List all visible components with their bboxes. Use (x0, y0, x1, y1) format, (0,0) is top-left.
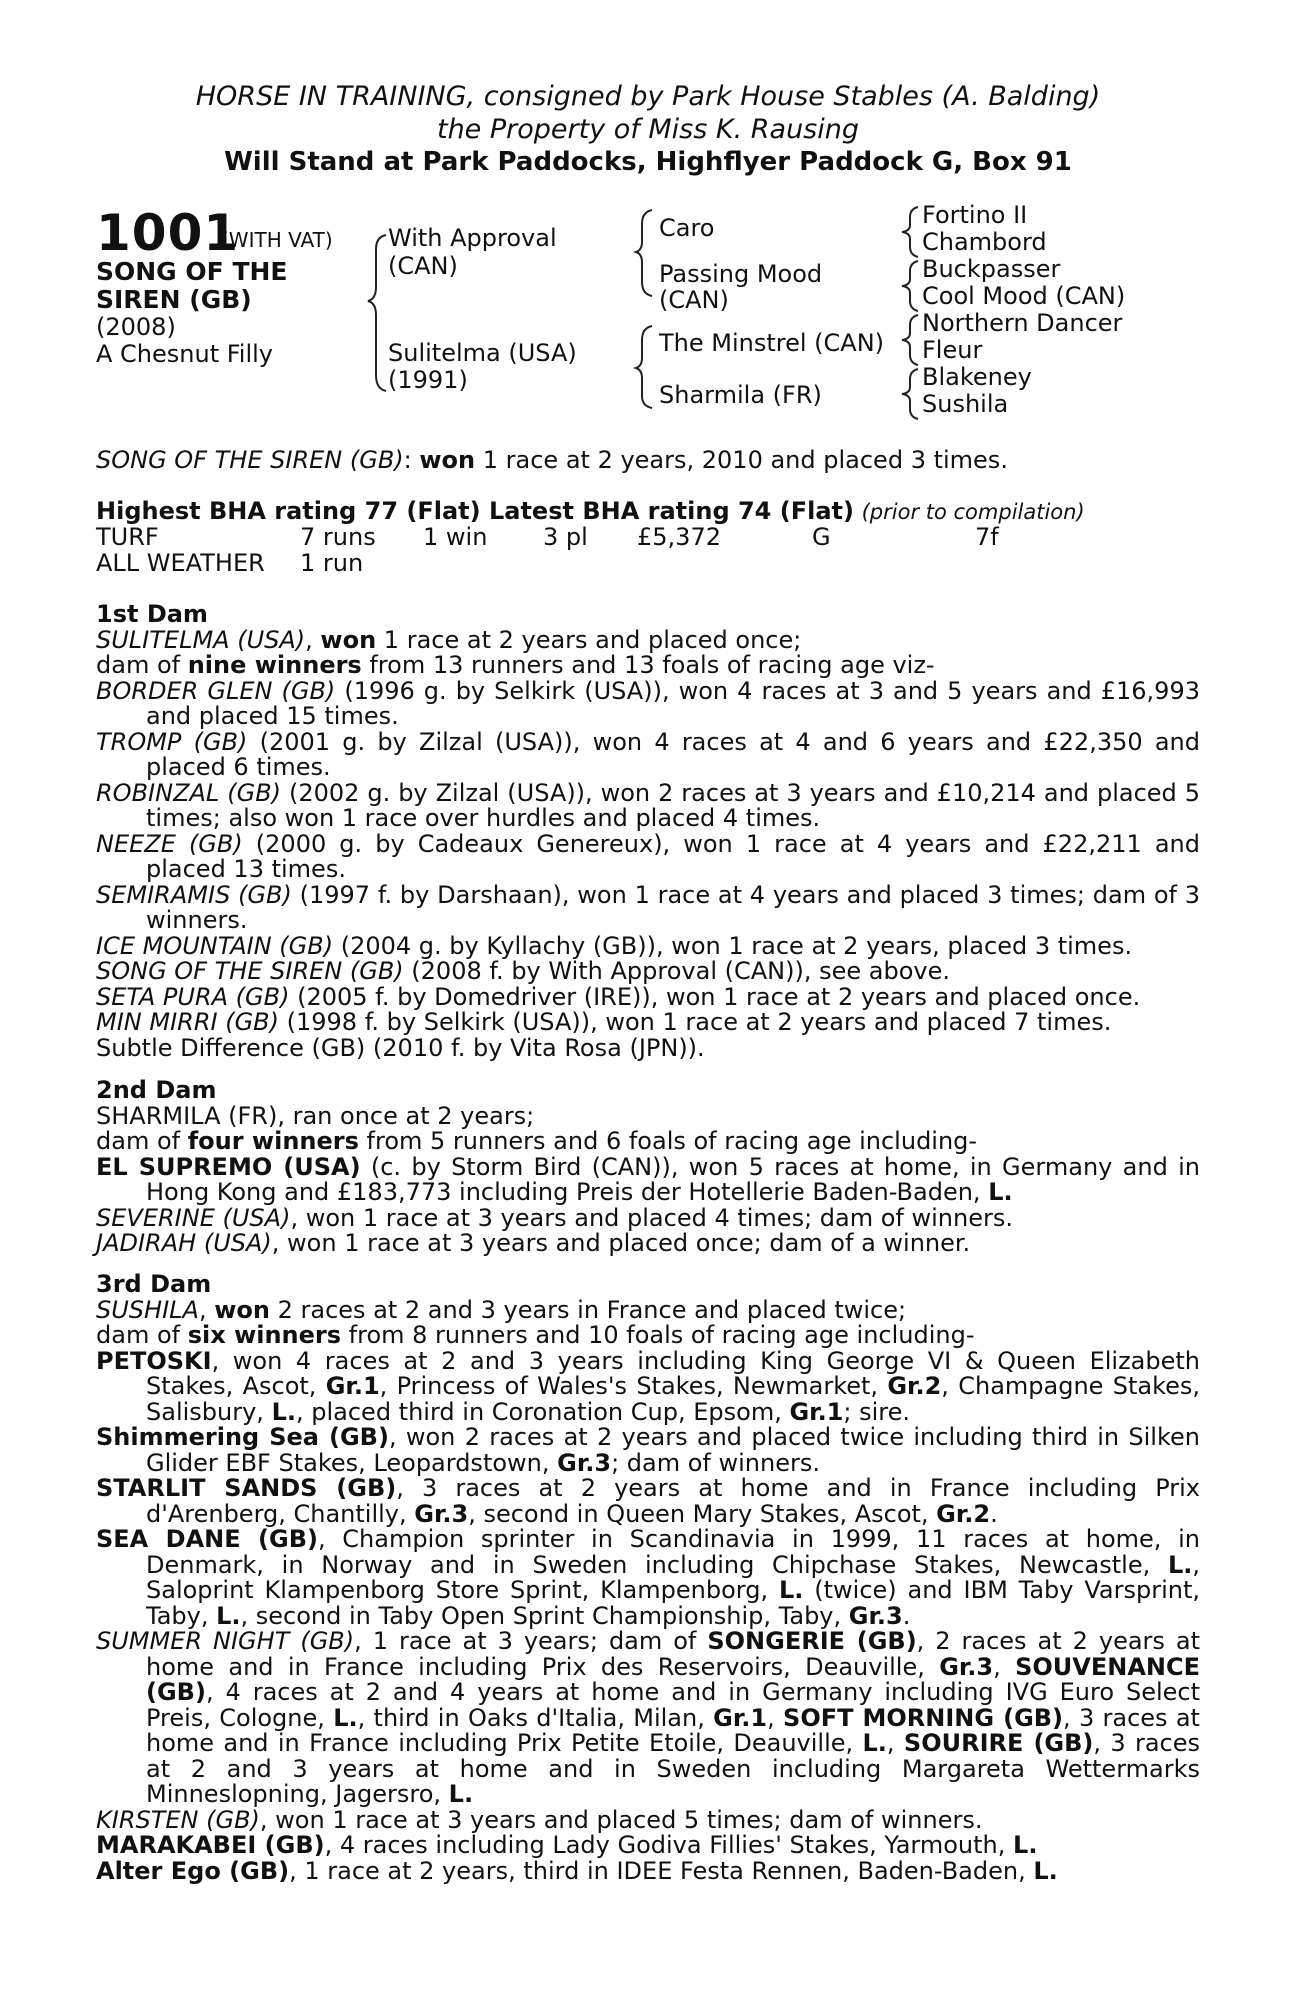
third-dam-name: SUSHILA (96, 1295, 199, 1324)
progeny-name: Alter Ego (GB) (96, 1856, 290, 1885)
dam-of-label: dam of (96, 1127, 188, 1155)
progeny-item (96, 829, 1200, 883)
dam-of-label: dam of (96, 1321, 188, 1349)
progeny-text: (2000 g. by Cadeaux Genereux), won 1 race at 4 years and £22,211 and placed 13 times. (146, 829, 1200, 883)
progeny-severine (96, 1203, 1200, 1232)
progeny-text: (1996 g. by Selkirk (USA)), won 4 races at 3 and 5 years and £16,993 and placed 15 times. (146, 676, 1200, 730)
progeny-sea-dane (96, 1527, 1200, 1629)
progeny-text: , won 1 race at 3 years and placed 5 times; dam of winners. (259, 1805, 983, 1834)
sire-dam-sire: Buckpasser (922, 255, 1061, 283)
progeny-name: SEA DANE (GB) (96, 1525, 318, 1553)
progeny-text: , 3 races at home and in France including Prix Petite Etoile, Deauville, (146, 1703, 1200, 1757)
progeny-text: , 4 races at 2 and 4 years at home and in Germany including IVG Euro Select Preis, Cologne, (146, 1678, 1200, 1732)
dam-of-label: dam of (96, 651, 188, 679)
first-dam-won: won (320, 625, 377, 654)
progeny-text: (1998 f. by Selkirk (USA)), won 1 race at 2 years and placed 7 times. (279, 1008, 1112, 1036)
horse-name-line-1: SONG OF THE (96, 257, 288, 286)
progeny-name: TROMP (GB) (96, 727, 248, 756)
progeny-text: , 2 races at 2 years at home and in France including Prix des Reservoirs, Deauville, (146, 1627, 1201, 1681)
progeny-name: SOFT MORNING (GB) (783, 1703, 1064, 1732)
progeny-kirsten (96, 1805, 1200, 1834)
lot-header (96, 80, 1200, 179)
first-dam-name: SULITELMA (USA) (96, 625, 306, 654)
sire: With Approval (388, 224, 557, 252)
progeny-text: (2008 f. by With Approval (CAN)), see above. (403, 957, 950, 985)
header-line-3: Will Stand at Park Paddocks, Highflyer Paddock G, Box 91 (224, 147, 1072, 177)
horse-name-line-2: SIREN (GB) (96, 285, 252, 314)
listed-badge: L. (1033, 1856, 1058, 1885)
dam: Sulitelma (USA) (388, 339, 577, 367)
header-line-1: HORSE IN TRAINING, consigned by Park House Stables (A. Balding) (195, 81, 1101, 112)
progeny-alter-ego (96, 1856, 1200, 1885)
group-badge: Gr.3 (939, 1652, 994, 1681)
progeny-name: PETOSKI (96, 1346, 212, 1375)
turf-earnings: £5,372 (637, 523, 721, 551)
first-dam-section (96, 602, 1200, 1061)
dam-sire-dam: Fleur (922, 336, 983, 364)
progeny-text: , Princess of Wales's Stakes, Newmarket, (379, 1372, 888, 1400)
progeny-text: ; dam of winners. (611, 1448, 820, 1477)
group-badge: Gr.3 (557, 1448, 612, 1477)
progeny-jadirah (96, 1231, 1200, 1257)
progeny-text: , 1 race at 3 years; dam of (354, 1627, 708, 1655)
first-dam-heading: 1st Dam (96, 600, 208, 628)
aw-label: ALL WEATHER (96, 549, 265, 577)
group-badge: Gr.1 (325, 1372, 380, 1400)
progeny-text: , Champion sprinter in Scandinavia in 1999, 11 races at home, in Denmark, in Norway and in Sweden including Chipchase Stakes, Newcastle, (146, 1525, 1200, 1579)
dam-of-rest: from 13 runners and 13 foals of racing age viz- (361, 651, 935, 679)
third-dam-rest: 2 races at 2 and 3 years in France and placed twice; (269, 1295, 907, 1324)
turf-distance: 7f (975, 523, 999, 551)
sire-dam: Passing Mood (659, 260, 823, 288)
progeny-name: KIRSTEN (GB) (96, 1805, 260, 1834)
listed-badge: L. (1167, 1550, 1193, 1579)
listed-badge: L. (333, 1703, 358, 1732)
progeny-text: (twice) and IBM Taby Varsprint, Taby, (146, 1576, 1200, 1630)
listed-badge: L. (216, 1601, 241, 1630)
sire-sire-sire: Fortino II (922, 201, 1028, 229)
dam-of-rest: from 8 runners and 10 foals of racing age including- (341, 1321, 975, 1349)
third-dam-won: won (214, 1295, 270, 1324)
progeny-name: SEMIRAMIS (GB) (96, 880, 292, 909)
punct: . (902, 1601, 911, 1630)
second-dam-produce (96, 1129, 1200, 1155)
sire-sire-dam: Chambord (922, 228, 1047, 256)
progeny-text: , 4 races including Lady Godiva Fillies' Stakes, Yarmouth, (324, 1831, 1014, 1859)
second-dam-section (96, 1078, 1200, 1257)
turf-wins: 1 win (423, 523, 488, 551)
horse-description: A Chesnut Filly (96, 340, 274, 368)
progeny-text: , won 4 races at 2 and 3 years including King George VI & Queen Elizabeth Stakes, Ascot, (146, 1346, 1200, 1400)
progeny-text: (2004 g. by Kyllachy (GB)), won 1 race at 2 years, placed 3 times. (333, 931, 1133, 960)
progeny-text: , second in Queen Mary Stakes, Ascot, (468, 1499, 937, 1528)
rating-line (96, 499, 1200, 526)
dam-dam-sire: Blakeney (922, 363, 1032, 391)
progeny-text: (1997 f. by Darshaan), won 1 race at 4 years and placed 3 times; dam of 3 winners. (146, 880, 1201, 934)
progeny-text: , 3 races at 2 years at home and in France including Prix d'Arenberg, Chantilly, (146, 1474, 1201, 1528)
listed-badge: L. (271, 1397, 296, 1426)
summary-won: won (419, 446, 476, 474)
progeny-petoski (96, 1346, 1201, 1426)
second-dam-heading: 2nd Dam (96, 1076, 217, 1104)
turf-going: G (812, 523, 831, 551)
progeny-text: , 1 race at 2 years, third in IDEE Festa Rennen, Baden-Baden, (289, 1856, 1034, 1885)
first-dam-rest: 1 race at 2 years and placed once; (376, 625, 802, 654)
progeny-shimmering-sea (96, 1425, 1200, 1476)
progeny-name: MIN MIRRI (GB) (96, 1008, 279, 1036)
progeny-text: , third in Oaks d'Italia, Milan, (357, 1703, 714, 1732)
second-dam-intro: SHARMILA (FR), ran once at 2 years; (96, 1101, 535, 1130)
third-dam-produce (96, 1323, 1200, 1349)
progeny-item (96, 959, 1200, 985)
sep: , (198, 1295, 215, 1324)
header-line-2: the Property of Miss K. Rausing (436, 114, 860, 145)
group-badge: Gr.1 (713, 1703, 768, 1732)
pedigree-brace-2 (630, 208, 660, 413)
progeny-text: , Champagne Stakes, Salisbury, (146, 1372, 1201, 1426)
punct: , (767, 1703, 775, 1732)
progeny-name: NEEZE (GB) (96, 829, 243, 858)
progeny-name: MARAKABEI (GB) (96, 1831, 325, 1859)
rating-note: (prior to compilation) (861, 500, 1085, 524)
progeny-item (96, 676, 1200, 730)
progeny-text: , won 1 race at 3 years and placed 4 times; dam of winners. (290, 1203, 1013, 1232)
foaling-year: (2008) (96, 313, 176, 341)
group-badge: Gr.2 (936, 1499, 991, 1528)
summary-text: 1 race at 2 years, 2010 and placed 3 times. (475, 446, 1008, 474)
listed-badge: L. (778, 1576, 804, 1604)
progeny-text: (2005 f. by Domedriver (IRE)), won 1 race at 2 years and placed once. (289, 982, 1141, 1011)
progeny-name: ICE MOUNTAIN (GB) (96, 931, 334, 960)
progeny-item (96, 1010, 1200, 1036)
sire-dam-country: (CAN) (659, 286, 729, 314)
first-dam-intro: SULITELMA (USA), won 1 race at 2 years and placed once; (96, 625, 802, 654)
summary-sep: : (403, 446, 420, 474)
progeny-item (96, 931, 1200, 960)
dam-sire-sire: Northern Dancer (922, 309, 1123, 337)
race-summary (96, 448, 1200, 474)
progeny-item (96, 982, 1200, 1011)
progeny-text: , won 2 races at 2 years and placed twice including third in Silken Glider EBF Stakes, Leopardstown, (146, 1423, 1200, 1477)
progeny-text: , won 1 race at 3 years and placed once; dam of a winner. (271, 1229, 971, 1257)
progeny-text: (c. by Storm Bird (CAN)), won 5 races at home, in Germany and in Hong Kong and £183,773 including Preis der Hotellerie Baden-Baden, (146, 1152, 1200, 1206)
third-dam-section (96, 1272, 1200, 1884)
progeny-list (96, 676, 1201, 1036)
punct: , (886, 1729, 895, 1757)
progeny-name: STARLIT SANDS (GB) (96, 1474, 397, 1502)
progeny-name: SETA PURA (GB) (96, 982, 290, 1011)
progeny-name: SOUVENANCE (GB) (146, 1652, 1200, 1706)
listed-badge: L. (988, 1178, 1013, 1206)
progeny-text: ; sire. (843, 1397, 911, 1426)
progeny-item (96, 880, 1201, 934)
progeny-name: SONG OF THE SIREN (GB) (96, 957, 404, 985)
winners-count: six winners (187, 1321, 342, 1349)
third-dam-intro (96, 1295, 1200, 1324)
summary-horse-name: SONG OF THE SIREN (GB) (96, 446, 404, 474)
listed-badge: L. (448, 1780, 474, 1808)
sire-country: (CAN) (388, 252, 458, 280)
progeny-text: , Saloprint Klampenborg Store Sprint, Klampenborg, (146, 1550, 1200, 1604)
listed-badge: L. (1013, 1831, 1038, 1859)
winners-count: nine winners (187, 651, 362, 679)
vat-note: (WITH VAT) (221, 228, 333, 252)
third-dam-heading: 3rd Dam (96, 1270, 212, 1298)
progeny-last: Subtle Difference (GB) (2010 f. by Vita Rosa (JPN)). (96, 1033, 705, 1062)
rating-bold: Highest BHA rating 77 (Flat) Latest BHA rating 74 (Flat) (96, 497, 854, 525)
listed-badge: L. (862, 1729, 887, 1757)
progeny-item (96, 727, 1200, 781)
turf-placed: 3 pl (543, 523, 588, 551)
sire-dam-dam: Cool Mood (CAN) (922, 282, 1126, 310)
first-dam-produce (96, 653, 1200, 679)
progeny-name: BORDER GLEN (GB) (96, 676, 336, 705)
turf-runs: 7 runs (300, 523, 376, 551)
progeny-name: SEVERINE (USA) (96, 1203, 291, 1232)
punct: , (993, 1652, 1001, 1681)
turf-label: TURF (96, 523, 159, 551)
sire-sire: Caro (659, 214, 715, 242)
group-badge: Gr.1 (789, 1397, 844, 1426)
dam-dam-dam: Sushila (922, 390, 1009, 418)
progeny-name: EL SUPREMO (USA) (96, 1152, 361, 1181)
lot-number: 1001 (96, 204, 240, 262)
progeny-name: SOURIRE (GB) (903, 1729, 1094, 1757)
horse-name (96, 258, 288, 314)
group-badge: Gr.3 (414, 1499, 469, 1528)
progeny-name: SONGERIE (GB) (707, 1627, 917, 1655)
dam-sire: The Minstrel (CAN) (659, 329, 885, 357)
dam-year: (1991) (388, 366, 468, 394)
winners-count: four winners (187, 1127, 359, 1155)
progeny-name: SUMMER NIGHT (GB) (96, 1627, 355, 1655)
group-badge: Gr.2 (887, 1372, 942, 1400)
dam-of-rest: from 5 runners and 6 foals of racing age including- (358, 1127, 978, 1155)
progeny-item (96, 778, 1201, 832)
dam-dam: Sharmila (FR) (659, 381, 822, 409)
punct: . (990, 1499, 998, 1528)
progeny-text: (2002 g. by Zilzal (USA)), won 2 races at 3 years and £10,214 and placed 5 times; also won 1 race over hurdles and placed 4 times. (146, 778, 1201, 832)
progeny-name: JADIRAH (USA) (96, 1229, 272, 1257)
progeny-text: , second in Taby Open Sprint Championship, Taby, (240, 1601, 849, 1630)
progeny-starlit-sands (96, 1476, 1200, 1527)
progeny-el-supremo (96, 1152, 1200, 1206)
progeny-summer-night (96, 1629, 1200, 1808)
progeny-text: (2001 g. by Zilzal (USA)), won 4 races at 4 and 6 years and £22,350 and placed 6 times. (146, 727, 1200, 781)
progeny-name: ROBINZAL (GB) (96, 778, 282, 807)
group-badge: Gr.3 (848, 1601, 903, 1630)
aw-runs: 1 run (300, 549, 364, 577)
progeny-text: , placed third in Coronation Cup, Epsom, (295, 1397, 790, 1426)
progeny-marakabei (96, 1833, 1200, 1859)
progeny-text: , 3 races at 2 and 3 years at home and in Sweden including Margareta Wettermarks Minneslopning, Jagersro, (146, 1729, 1201, 1808)
progeny-name: Shimmering Sea (GB) (96, 1423, 389, 1451)
